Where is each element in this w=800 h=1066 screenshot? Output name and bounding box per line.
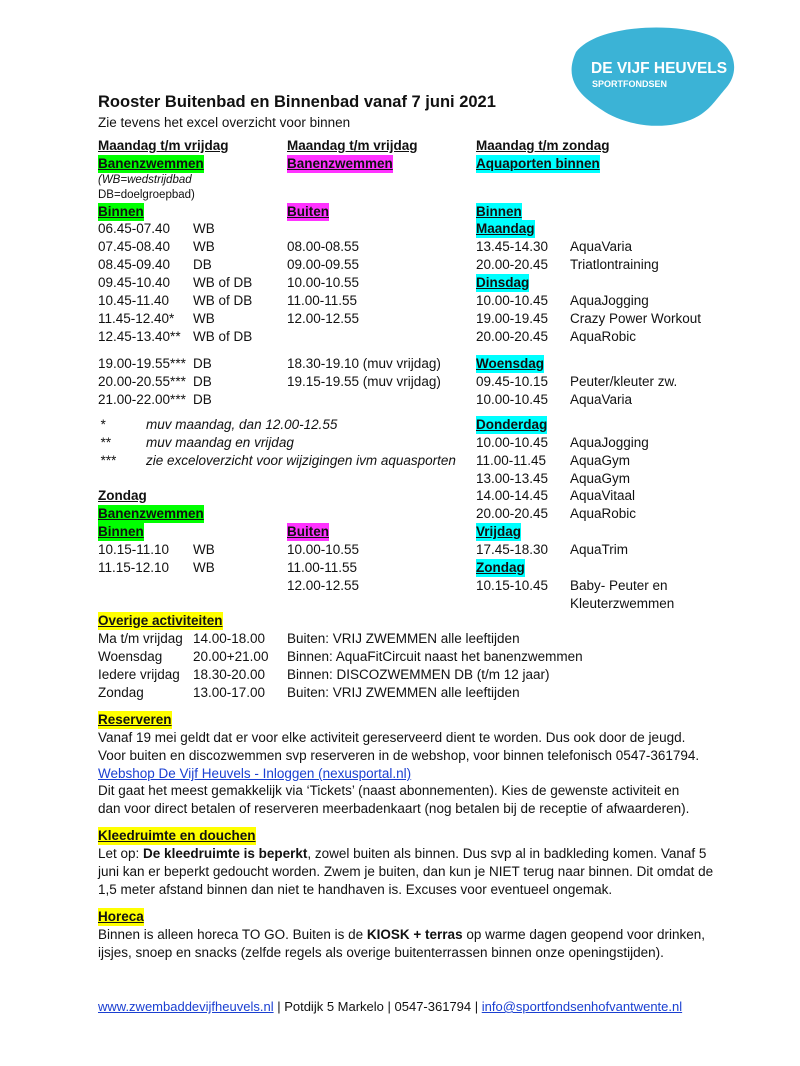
col1-row-time: 08.45-09.40: [98, 257, 171, 272]
kleedruimte-heading: Kleedruimte en douchen: [98, 828, 256, 843]
col3-row-activity: Triatlontraining: [570, 257, 659, 272]
col3-row-time: 13.45-14.30: [476, 239, 549, 254]
overige-day: Zondag: [98, 685, 144, 700]
col1-note2: DB=doelgroepbad): [98, 189, 195, 201]
col1-row-time: 12.45-13.40**: [98, 329, 181, 344]
col1-row-type: WB: [193, 239, 215, 254]
footnote-mark: *: [100, 417, 106, 432]
col2-row-time: 09.00-09.55: [287, 257, 360, 272]
col1-note1: (WB=wedstrijdbad: [98, 174, 192, 186]
col2-sunday-time: 10.00-10.55: [287, 542, 360, 557]
col3-row-time: 20.00-20.45: [476, 257, 549, 272]
col3-row-time: 20.00-20.45: [476, 329, 549, 344]
col2-sunday-location: Buiten: [287, 524, 329, 539]
col1-sunday-heading: Zondag: [98, 488, 147, 503]
footnote-mark: **: [100, 435, 111, 450]
overige-desc: Buiten: VRIJ ZWEMMEN alle leeftijden: [287, 685, 520, 700]
overige-desc: Buiten: VRIJ ZWEMMEN alle leeftijden: [287, 631, 520, 646]
col3-heading: Maandag t/m zondag: [476, 138, 610, 153]
kleedruimte-prefix: Let op:: [98, 846, 144, 861]
col2-row-time: 08.00-08.55: [287, 239, 360, 254]
col1-row-time: 07.45-08.40: [98, 239, 171, 254]
horeca-bold: KIOSK + terras: [366, 927, 463, 942]
footer: [98, 998, 682, 1016]
col3-row-activity: AquaGym: [570, 453, 631, 468]
kleedruimte-rest: , zowel buiten als binnen. Dus svp al in badkleding komen. Vanaf 5 juni kan er beperkt gedoucht worden. Zwem je buiten, dan kun je NIET terug naar binnen. Dit omdat de 1,5 meter afstand binnen dan niet te handhaven is. Excuses voor eventueel ongemak.: [98, 846, 714, 897]
page-subtitle: Zie tevens het excel overzicht voor binnen: [98, 115, 351, 130]
col3-row-time: 19.00-19.45: [476, 311, 549, 326]
horeca-rest: op warme dagen geopend voor drinken, ijsjes, snoep en snacks (zelfde regels als overige buitenterrassen binnen onze openingstijden).: [98, 927, 705, 960]
col2-sunday-time: 12.00-12.55: [287, 578, 360, 593]
col1-sunday-type: WB: [193, 560, 215, 575]
col2-row-time: 10.00-10.55: [287, 275, 360, 290]
col3-row-activity: Peuter/kleuter zw.: [570, 374, 678, 389]
overige-time: 14.00-18.00: [193, 631, 266, 646]
col1-row-type: WB: [193, 311, 215, 326]
col1-sunday-time: 10.15-11.10: [98, 542, 170, 557]
footer-email-link[interactable]: info@sportfondsenhofvantwente.nl: [481, 999, 683, 1014]
col1-row-type: DB: [193, 257, 212, 272]
reserveren-line3: Dit gaat het meest gemakkelijk via ‘Tickets’ (naast abonnementen). Kies de gewenste activiteit en: [98, 783, 680, 798]
col1-row-type: DB: [193, 356, 212, 371]
overige-desc: Binnen: DISCOZWEMMEN DB (t/m 12 jaar): [287, 667, 550, 682]
col2-sunday-time: 11.00-11.55: [287, 560, 358, 575]
col3-row-activity-cont: Kleuterzwemmen: [570, 596, 675, 611]
col3-row-activity: AquaVaria: [570, 239, 633, 254]
col3-row-time: 11.00-11.45: [476, 453, 547, 468]
col3-row-activity: AquaTrim: [570, 542, 629, 557]
col3-row-activity: AquaJogging: [570, 435, 649, 450]
col3-row-activity: Crazy Power Workout: [570, 311, 702, 326]
overige-day: Woensdag: [98, 649, 163, 664]
col1-row-type: WB of DB: [193, 275, 253, 290]
reserveren-line2: Voor buiten en discozwemmen svp reserveren in de webshop, voor binnen telefonisch 0547-361794.: [98, 748, 700, 763]
col2-row-time: 18.30-19.10 (muv vrijdag): [287, 356, 441, 371]
overige-time: 13.00-17.00: [193, 685, 266, 700]
col1-row-time: 06.45-07.40: [98, 221, 171, 236]
logo-subtitle: SPORTFONDSEN: [592, 79, 668, 89]
footnote-text: zie exceloverzicht voor wijzigingen ivm aquasporten: [146, 453, 456, 468]
reserveren-heading: Reserveren: [98, 712, 172, 727]
col1-sunday-location: Binnen: [98, 524, 144, 539]
col3-day-monday: Maandag: [476, 221, 535, 236]
col1-sunday-type: WB: [193, 542, 215, 557]
col3-row-time: 10.15-10.45: [476, 578, 549, 593]
col3-row-time: 10.00-10.45: [476, 392, 549, 407]
col1-location: Binnen: [98, 204, 144, 219]
horeca-heading: Horeca: [98, 909, 144, 924]
col3-section: Aquaporten binnen: [476, 156, 600, 171]
col1-row-type: WB of DB: [193, 329, 253, 344]
col3-day-wednesday: Woensdag: [476, 356, 545, 371]
col3-row-time: 13.00-13.45: [476, 471, 549, 486]
overige-time: 20.00+21.00: [193, 649, 269, 664]
col1-row-type: WB of DB: [193, 293, 253, 308]
col3-row-time: 10.00-10.45: [476, 293, 549, 308]
kleedruimte-paragraph: [98, 845, 718, 899]
footnote-mark: ***: [100, 453, 116, 468]
col1-row-time: 21.00-22.00***: [98, 392, 186, 407]
col3-row-time: 17.45-18.30: [476, 542, 549, 557]
col3-row-activity: Baby- Peuter en: [570, 578, 668, 593]
col3-row-time: 14.00-14.45: [476, 488, 549, 503]
overige-day: Iedere vrijdag: [98, 667, 180, 682]
col1-heading: Maandag t/m vrijdag: [98, 138, 229, 153]
col2-row-time: 12.00-12.55: [287, 311, 360, 326]
col3-day-tuesday: Dinsdag: [476, 275, 530, 290]
col1-row-time: 10.45-11.40: [98, 293, 170, 308]
col1-row-time: 20.00-20.55***: [98, 374, 186, 389]
webshop-link[interactable]: Webshop De Vijf Heuvels - Inloggen (nexusportal.nl): [98, 766, 412, 781]
col1-row-time: 19.00-19.55***: [98, 356, 186, 371]
col1-row-type: DB: [193, 374, 212, 389]
col2-section: Banenzwemmen: [287, 156, 393, 171]
col1-sunday-section: Banenzwemmen: [98, 506, 204, 521]
footer-website-link[interactable]: www.zwembaddevijfheuvels.nl: [98, 999, 274, 1014]
col1-row-time: 11.45-12.40*: [98, 311, 175, 326]
overige-heading: Overige activiteiten: [98, 613, 223, 628]
col3-day-friday: Vrijdag: [476, 524, 522, 539]
logo-title: DE VIJF HEUVELS: [591, 60, 728, 77]
col3-row-activity: AquaVaria: [570, 392, 633, 407]
page-title: Rooster Buitenbad en Binnenbad vanaf 7 juni 2021: [98, 93, 496, 111]
col1-section: Banenzwemmen: [98, 156, 204, 171]
col1-row-time: 09.45-10.40: [98, 275, 171, 290]
col3-row-activity: AquaJogging: [570, 293, 649, 308]
col3-day-thursday: Donderdag: [476, 417, 548, 432]
col3-row-activity: AquaVitaal: [570, 488, 636, 503]
footnote-text: muv maandag en vrijdag: [146, 435, 294, 450]
col3-row-activity: AquaRobic: [570, 329, 637, 344]
horeca-paragraph: [98, 926, 718, 962]
col3-row-activity: AquaRobic: [570, 506, 637, 521]
reserveren-line4: dan voor direct betalen of reserveren meerbadenkaart (nog betalen bij de receptie of afwaarderen).: [98, 801, 690, 816]
footnote-text: muv maandag, dan 12.00-12.55: [146, 417, 338, 432]
col3-row-time: 09.45-10.15: [476, 374, 549, 389]
col1-row-type: WB: [193, 221, 215, 236]
kleedruimte-bold: De kleedruimte is beperkt: [143, 846, 308, 861]
logo: [556, 22, 740, 130]
col2-row-time: 19.15-19.55 (muv vrijdag): [287, 374, 441, 389]
col3-row-time: 10.00-10.45: [476, 435, 549, 450]
overige-day: Ma t/m vrijdag: [98, 631, 183, 646]
col3-row-time: 20.00-20.45: [476, 506, 549, 521]
overige-time: 18.30-20.00: [193, 667, 266, 682]
col3-location: Binnen: [476, 204, 522, 219]
col2-heading: Maandag t/m vrijdag: [287, 138, 418, 153]
col3-day-sunday: Zondag: [476, 560, 525, 575]
col3-row-activity: AquaGym: [570, 471, 631, 486]
col1-sunday-time: 11.15-12.10: [98, 560, 170, 575]
reserveren-line1: Vanaf 19 mei geldt dat er voor elke activiteit gereserveerd dient te worden. Dus ook door de jeugd.: [98, 730, 686, 745]
horeca-prefix: Binnen is alleen horeca TO GO. Buiten is de: [98, 927, 367, 942]
col1-row-type: DB: [193, 392, 212, 407]
col2-row-time: 11.00-11.55: [287, 293, 358, 308]
footer-address: | Potdijk 5 Markelo | 0547-361794 |: [273, 999, 482, 1014]
col2-location: Buiten: [287, 204, 329, 219]
overige-desc: Binnen: AquaFitCircuit naast het banenzwemmen: [287, 649, 583, 664]
